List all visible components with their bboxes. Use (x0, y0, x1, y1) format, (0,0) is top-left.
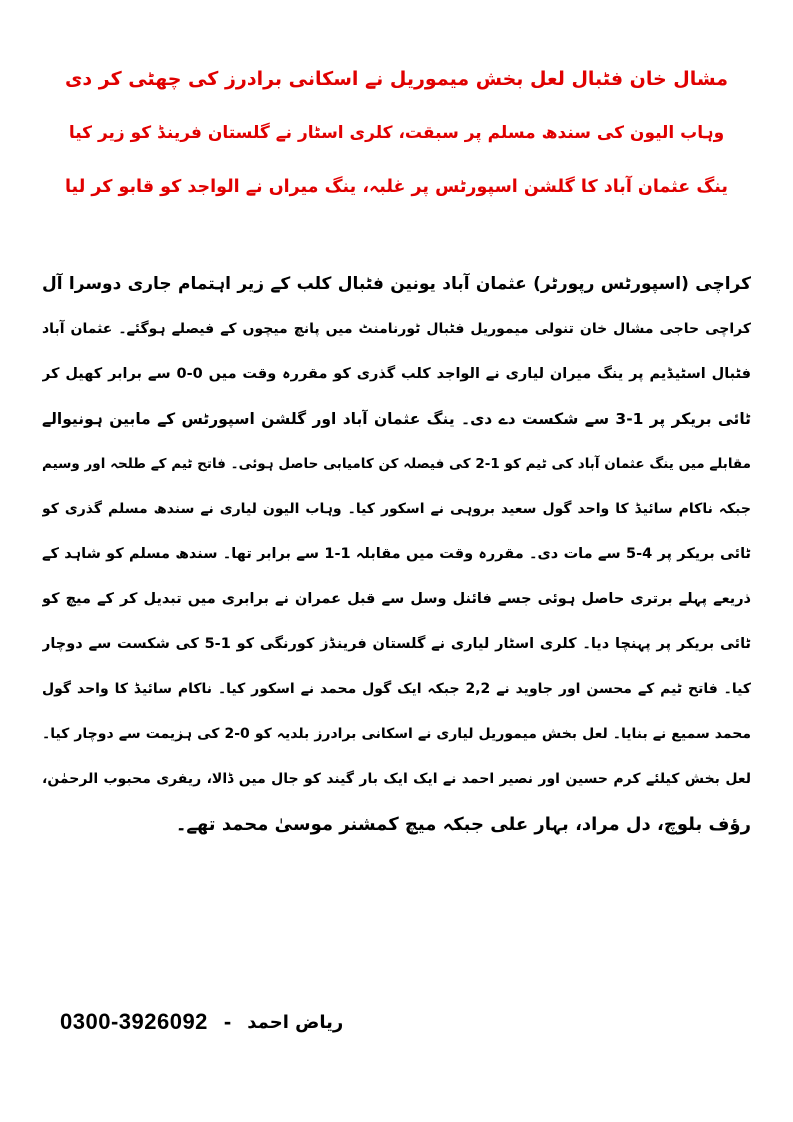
headline-3: ینگ عثمان آباد کا گلشن اسپورٹس پر غلبہ، ینگ میراں نے الواجد کو قابو کر لیا (64, 177, 728, 197)
byline-separator: - (223, 1009, 232, 1034)
headline-1: مشال خان فٹبال لعل بخش میموریل نے اسکانی برادرز کی چھٹی کر دی (64, 68, 729, 90)
article-line-12: لعل بخش کیلئے کرم حسین اور نصیر احمد نے ایک ایک بار گیند کو جال میں ڈالا، ریفری محبوب الرحمٰن، (42, 771, 751, 787)
byline-phone: 0300-3926092 (60, 1009, 208, 1034)
article-line-11: محمد سمیع نے بنایا۔ لعل بخش میموریل لیاری نے اسکانی برادرز بلدیہ کو 0-2 کی ہزیمت سے دوچار کیا۔ (42, 726, 751, 742)
article-line-9: ٹائی بریکر پر پہنچا دیا۔ کلری اسٹار لیاری نے گلستان فرینڈز کورنگی کو 1-5 کی شکست سے دوچار (42, 636, 751, 652)
article-line-2: کراچی حاجی مشال خان تنولی میموریل فٹبال ٹورنامنٹ میں پانچ میچوں کے فیصلے ہوگئے۔ عثمان آباد (42, 321, 751, 337)
article-line-4: ٹائی بریکر پر 1-3 سے شکست دے دی۔ ینگ عثمان آباد اور گلشن اسپورٹس کے مابین ہونیوالے (42, 410, 751, 428)
article-line-6: جبکہ ناکام سائیڈ کا واحد گول سعید بروہی نے اسکور کیا۔ وہاب الیون لیاری نے سندھ مسلم گذری کو (42, 501, 751, 517)
article-line-5: مقابلے میں ینگ عثمان آباد کی ٹیم کو 1-2 کی فیصلہ کن کامیابی حاصل ہوئی۔ فاتح ٹیم کے طلحہ اور وسیم (42, 456, 751, 472)
byline-author: ریاض احمد (247, 1011, 344, 1033)
article-line-10: کیا۔ فاتح ٹیم کے محسن اور جاوید نے 2,2 جبکہ ایک گول محمد نے اسکور کیا۔ ناکام سائیڈ کا واحد گول (42, 681, 751, 697)
article-line-13: رؤف بلوچ، دل مراد، بہار علی جبکہ میچ کمشنر موسیٰ محمد تھے۔ (175, 814, 751, 835)
headlines-block (60, 52, 733, 214)
byline (60, 1000, 390, 1044)
headline-2: وہاب الیون کی سندھ مسلم پر سبقت، کلری اسٹار نے گلستان فرینڈ کو زیر کیا (68, 123, 725, 143)
article-body (42, 262, 751, 847)
article-line-3: فٹبال اسٹیڈیم پر ینگ میران لیاری نے الواجد کلب گذری کو مقررہ وقت میں 0-0 سے برابر کھیل کر (42, 366, 751, 382)
article-line-1: کراچی (اسپورٹس رپورٹر) عثمان آباد یونین فٹبال کلب کے زیر اہتمام جاری دوسرا آل (42, 274, 751, 294)
article-line-8: ذریعے پہلے برتری حاصل ہوئی جسے فائنل وسل سے قبل عمران نے برابری میں تبدیل کر کے میچ کو (42, 591, 751, 607)
article-line-7: ٹائی بریکر پر 4-5 سے مات دی۔ مقررہ وقت میں مقابلہ 1-1 سے برابر تھا۔ سندھ مسلم کو شاہد کے (42, 546, 751, 562)
